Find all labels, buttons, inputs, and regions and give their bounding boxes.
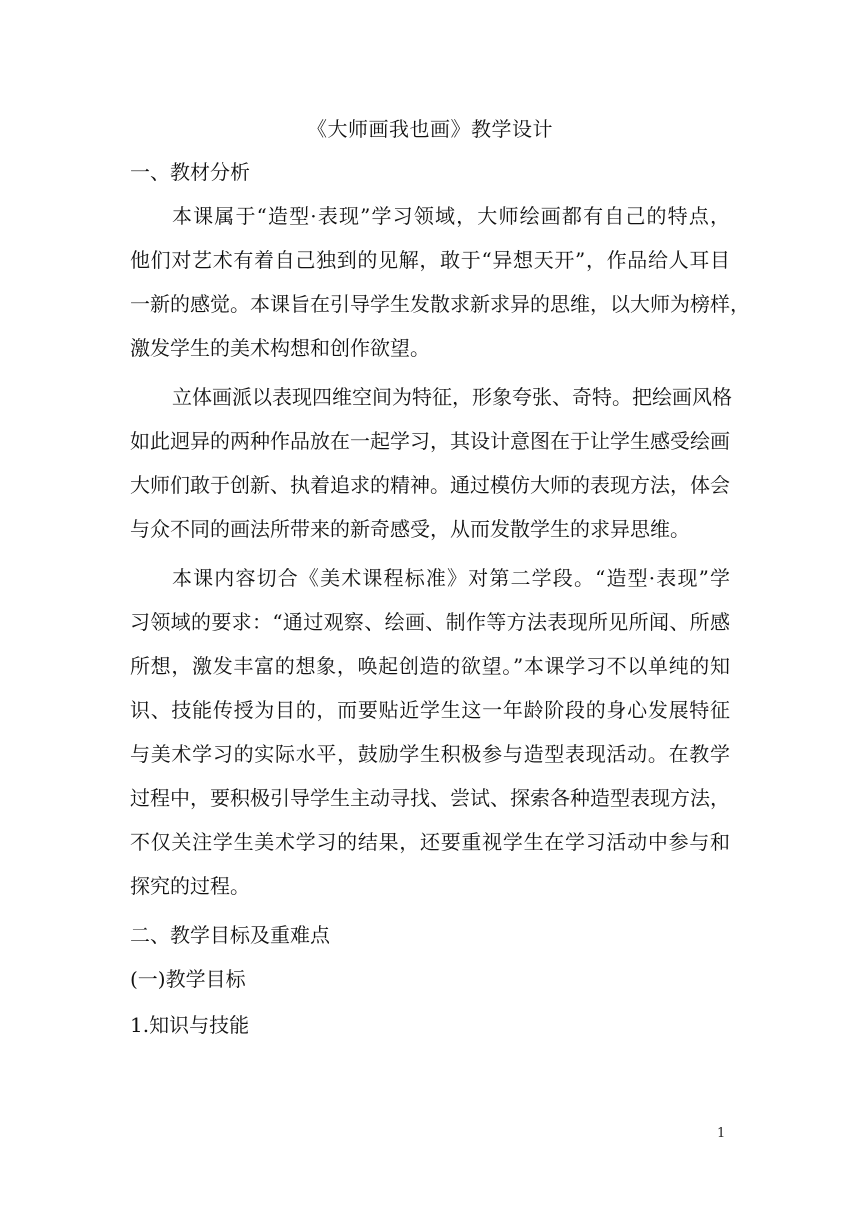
paragraph-line: 识、技能传授为目的，而要贴近学生这一年龄阶段的身心发展特征 xyxy=(130,698,730,722)
paragraph-line: 本课属于“造型·表现”学习领域，大师绘画都有自己的特点， xyxy=(172,204,730,228)
paragraph-line: 本课内容切合《美术课程标准》对第二学段。“造型·表现”学 xyxy=(172,566,730,590)
paragraph-line: 与美术学习的实际水平，鼓励学生积极参与造型表现活动。在教学 xyxy=(130,742,730,766)
document-title: 《大师画我也画》教学设计 xyxy=(307,117,553,141)
paragraph-line: 习领域的要求：“通过观察、绘画、制作等方法表现所见所闻、所感 xyxy=(130,610,730,634)
list-item-knowledge-skills: 1.知识与技能 xyxy=(130,1013,250,1037)
paragraph-line: 所想，激发丰富的想象，唤起创造的欲望。”本课学习不以单纯的知 xyxy=(130,654,730,678)
paragraph-line: 如此迥异的两种作品放在一起学习，其设计意图在于让学生感受绘画 xyxy=(130,429,730,453)
section-heading-objectives: 二、教学目标及重难点 xyxy=(130,923,330,947)
paragraph-line: 他们对艺术有着自己独到的见解，敢于“异想天开”，作品给人耳目 xyxy=(130,248,730,272)
paragraph-line: 立体画派以表现四维空间为特征，形象夸张、奇特。把绘画风格 xyxy=(172,385,732,409)
paragraph-line: 过程中，要积极引导学生主动寻找、尝试、探索各种造型表现方法， xyxy=(130,786,730,810)
paragraph-line: 大师们敢于创新、执着追求的精神。通过模仿大师的表现方法，体会 xyxy=(130,473,730,497)
paragraph-line: 一新的感觉。本课旨在引导学生发散求新求异的思维，以大师为榜样， xyxy=(130,292,750,316)
paragraph-line: 激发学生的美术构想和创作欲望。 xyxy=(130,336,430,360)
subheading-teaching-objectives: (一)教学目标 xyxy=(130,967,246,991)
paragraph-line: 探究的过程。 xyxy=(130,874,250,898)
paragraph-line: 与众不同的画法所带来的新奇感受，从而发散学生的求异思维。 xyxy=(130,517,690,541)
page-number: 1 xyxy=(717,1126,726,1141)
paragraph-line: 不仅关注学生美术学习的结果，还要重视学生在学习活动中参与和 xyxy=(130,830,730,854)
section-heading-materials-analysis: 一、教材分析 xyxy=(130,160,250,184)
